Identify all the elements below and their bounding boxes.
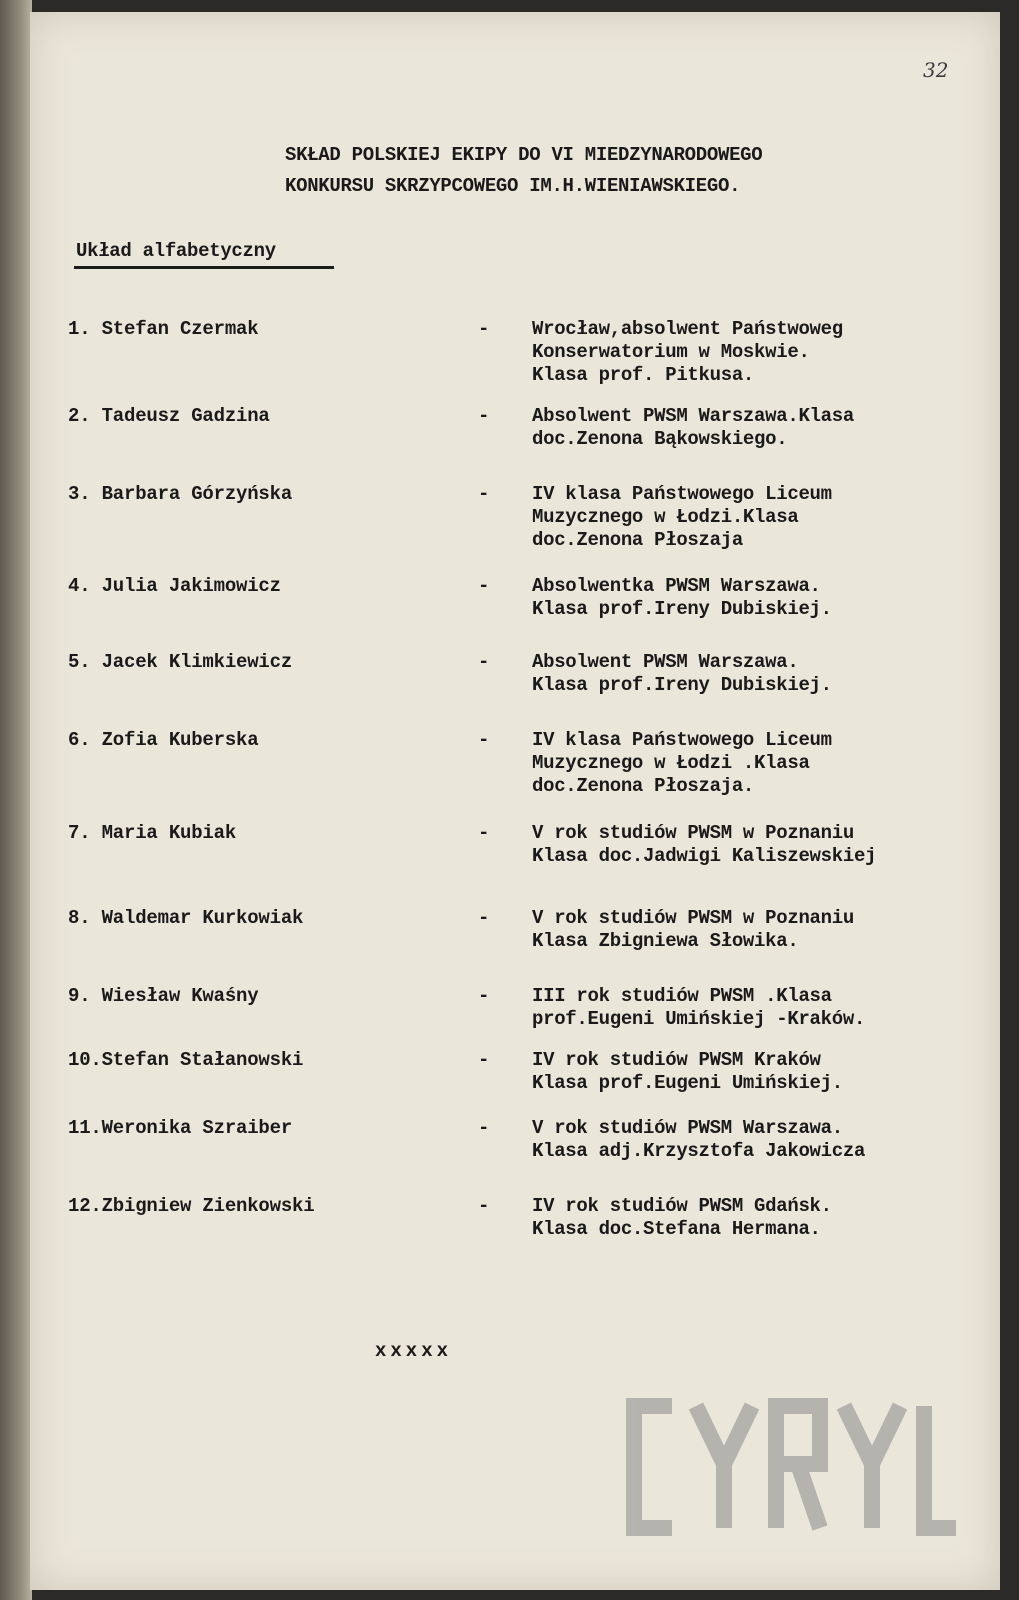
participant-description [532,822,972,868]
entry-dash: - [478,318,490,340]
description-line: Klasa doc.Stefana Hermana. [532,1218,821,1240]
description-line: Klasa prof. Pitkusa. [532,364,755,386]
description-line: IV rok studiów PWSM Gdańsk. [532,1195,832,1217]
entry-dash: - [478,483,490,505]
description-line: Absolwentka PWSM Warszawa. [532,575,821,597]
participant-name: 1. Stefan Czermak [68,318,259,340]
title-line-2: KONKURSU SKRZYPCOWEGO IM.H.WIENIAWSKIEGO. [285,175,741,197]
entry-dash: - [478,1195,490,1217]
entry-dash: - [478,1049,490,1071]
description-line: V rok studiów PWSM Warszawa. [532,1117,843,1139]
entry-dash: - [478,907,490,929]
description-line: Klasa adj.Krzysztofa Jakowicza [532,1140,866,1162]
description-line: IV klasa Państwowego Liceum [532,729,832,751]
participant-description [532,729,972,798]
participant-name: 3. Barbara Górzyńska [68,483,293,505]
entry-dash: - [478,985,490,1007]
participant-description [532,1049,972,1095]
description-line: doc.Zenona Płoszaja [532,529,743,551]
description-line: Klasa prof.Ireny Dubiskiej. [532,598,832,620]
book-binding [0,0,32,1600]
description-line: Muzycznego w Łodzi .Klasa [532,752,810,774]
participant-description [532,575,972,621]
participant-name: 8. Waldemar Kurkowiak [68,907,304,929]
description-line: Konserwatorium w Moskwie. [532,341,810,363]
participant-description [532,1117,972,1163]
participant-description [532,907,972,953]
description-line: III rok studiów PWSM .Klasa [532,985,832,1007]
participant-name: 12.Zbigniew Zienkowski [68,1195,315,1217]
participant-name: 11.Weronika Szraiber [68,1117,293,1139]
description-line: Klasa prof.Eugeni Umińskiej. [532,1072,843,1094]
description-line: doc.Zenona Bąkowskiego. [532,428,788,450]
description-line: doc.Zenona Płoszaja. [532,775,755,797]
subheading-underline [74,266,334,269]
cyryl-watermark-logo [620,1392,960,1542]
participant-description [532,483,972,552]
description-line: Muzycznego w Łodzi.Klasa [532,506,799,528]
description-line: IV rok studiów PWSM Kraków [532,1049,821,1071]
entry-dash: - [478,651,490,673]
participant-name: 10.Stefan Stałanowski [68,1049,304,1071]
description-line: Wrocław,absolwent Państwoweg [532,318,843,340]
description-line: V rok studiów PWSM w Poznaniu [532,907,854,929]
description-line: Absolwent PWSM Warszawa. [532,651,799,673]
description-line: prof.Eugeni Umińskiej -Kraków. [532,1008,866,1030]
title-line-1: SKŁAD POLSKIEJ EKIPY DO VI MIEDZYNARODOWEGO [285,144,763,166]
entry-dash: - [478,822,490,844]
participant-description [532,1195,972,1241]
description-line: Absolwent PWSM Warszawa.Klasa [532,405,854,427]
list-subheading: Układ alfabetyczny [76,240,276,262]
participant-name: 6. Zofia Kuberska [68,729,259,751]
entry-dash: - [478,1117,490,1139]
participant-name: 9. Wiesław Kwaśny [68,985,259,1007]
entry-dash: - [478,729,490,751]
participant-name: 4. Julia Jakimowicz [68,575,281,597]
entry-dash: - [478,575,490,597]
participant-description [532,651,972,697]
participant-description [532,405,972,451]
closing-marks: xxxxx [375,1340,453,1362]
participant-name: 7. Maria Kubiak [68,822,237,844]
entry-dash: - [478,405,490,427]
participant-description [532,985,972,1031]
description-line: V rok studiów PWSM w Poznaniu [532,822,854,844]
description-line: Klasa doc.Jadwigi Kaliszewskiej [532,845,877,867]
description-line: IV klasa Państwowego Liceum [532,483,832,505]
description-line: Klasa prof.Ireny Dubiskiej. [532,674,832,696]
participant-name: 5. Jacek Klimkiewicz [68,651,293,673]
page-number: 32 [923,58,949,82]
document-title [285,140,925,202]
description-line: Klasa Zbigniewa Słowika. [532,930,799,952]
participant-name: 2. Tadeusz Gadzina [68,405,270,427]
participant-description [532,318,972,387]
